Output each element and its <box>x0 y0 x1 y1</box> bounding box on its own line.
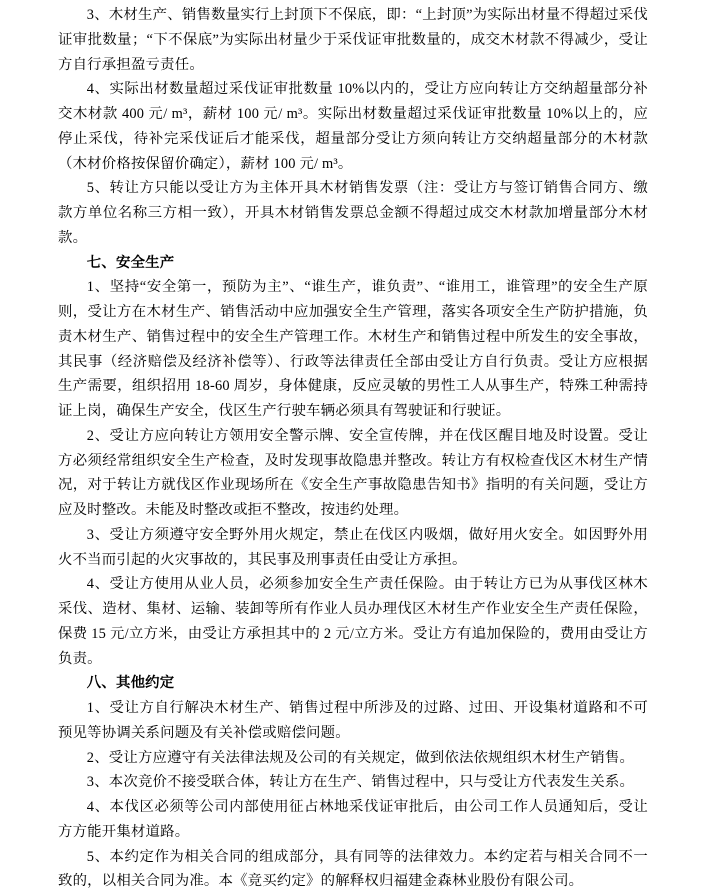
paragraph-safety-principles: 1、坚持“安全第一，预防为主”、“谁生产，谁负责”、“谁用工，谁管理”的安全生产原则，受让方在木材生产、销售活动中应加强安全生产管理，落实各项安全生产防护措施，负责木材生产、销售过程中的安全生产管理工作。木材生产和销售过程中所发生的安全事故，其民事（经济赔偿及经济补偿等）、行政等法律责任全部由受让方自行负责。受让方应根据生产需要，组织招用 18-60 周岁，身体健康，反应灵敏的男性工人从事生产，特殊工种需持证上岗，确保生产安全，伐区生产行驶车辆必须具有驾驶证和行驶证。 <box>58 275 648 424</box>
paragraph-road-coordination: 1、受让方自行解决木材生产、销售过程中所涉及的过路、过田、开设集材道路和不可预见等协调关系问题及有关补偿或赔偿问题。 <box>58 696 648 746</box>
paragraph-fire-safety: 3、受让方须遵守安全野外用火规定，禁止在伐区内吸烟，做好用火安全。如因野外用火不当而引起的火灾事故的，其民事及刑事责任由受让方承担。 <box>58 523 648 573</box>
paragraph-timber-quantity-cap: 3、木材生产、销售数量实行上封顶下不保底，即：“上封顶”为实际出材量不得超过采伐证审批数量；“下不保底”为实际出材量少于采伐证审批数量的，成交木材款不得减少，受让方自行承担盈亏责任。 <box>58 3 648 77</box>
paragraph-land-permit-approval: 4、本伐区必须等公司内部使用征占林地采伐证审批后，由公司工作人员通知后，受让方方能开集材道路。 <box>58 795 648 845</box>
section-heading-safety-production: 七、安全生产 <box>58 251 648 276</box>
paragraph-sales-invoice: 5、转让方只能以受让方为主体开具木材销售发票（注：受让方与签订销售合同方、缴款方单位名称三方相一致），开具木材销售发票总金额不得超过成交木材款加增量部分木材款。 <box>58 176 648 250</box>
paragraph-no-consortium: 3、本次竞价不接受联合体，转让方在生产、销售过程中，只与受让方代表发生关系。 <box>58 770 648 795</box>
paragraph-legal-effect-interpretation: 5、本约定作为相关合同的组成部分，具有同等的法律效力。本约定若与相关合同不一致的，以相关合同为准。本《竞买约定》的解释权归福建金森林业股份有限公司。 <box>58 845 648 894</box>
paragraph-excess-output-payment: 4、实际出材数量超过采伐证审批数量 10%以内的，受让方应向转让方交纳超量部分补交木材款 400 元/ m³，薪材 100 元/ m³。实际出材数量超过采伐证审批数量 10%以上的，应停止采伐，待补完采伐证后才能采伐，超量部分受让方须向转让方交纳超量部分的木材款（木材价格按保留价确定），薪材 100 元/ m³。 <box>58 77 648 176</box>
paragraph-legal-compliance: 2、受让方应遵守有关法律法规及公司的有关规定，做到依法依规组织木材生产销售。 <box>58 746 648 771</box>
paragraph-safety-signs-inspection: 2、受让方应向转让方领用安全警示牌、安全宣传牌，并在伐区醒目地及时设置。受让方必须经常组织安全生产检查，及时发现事故隐患并整改。转让方有权检查伐区木材生产情况，对于转让方就伐区作业现场所在《安全生产事故隐患告知书》指明的有关问题，受让方应及时整改。未能及时整改或拒不整改，按违约处理。 <box>58 424 648 523</box>
paragraph-liability-insurance: 4、受让方使用从业人员，必须参加安全生产责任保险。由于转让方已为从事伐区林木采伐、造材、集材、运输、装卸等所有作业人员办理伐区木材生产作业安全生产责任保险，保费 15 元/立方米，由受让方承担其中的 2 元/立方米。受让方有追加保险的，费用由受让方负责。 <box>58 572 648 671</box>
section-heading-other-agreements: 八、其他约定 <box>58 671 648 696</box>
